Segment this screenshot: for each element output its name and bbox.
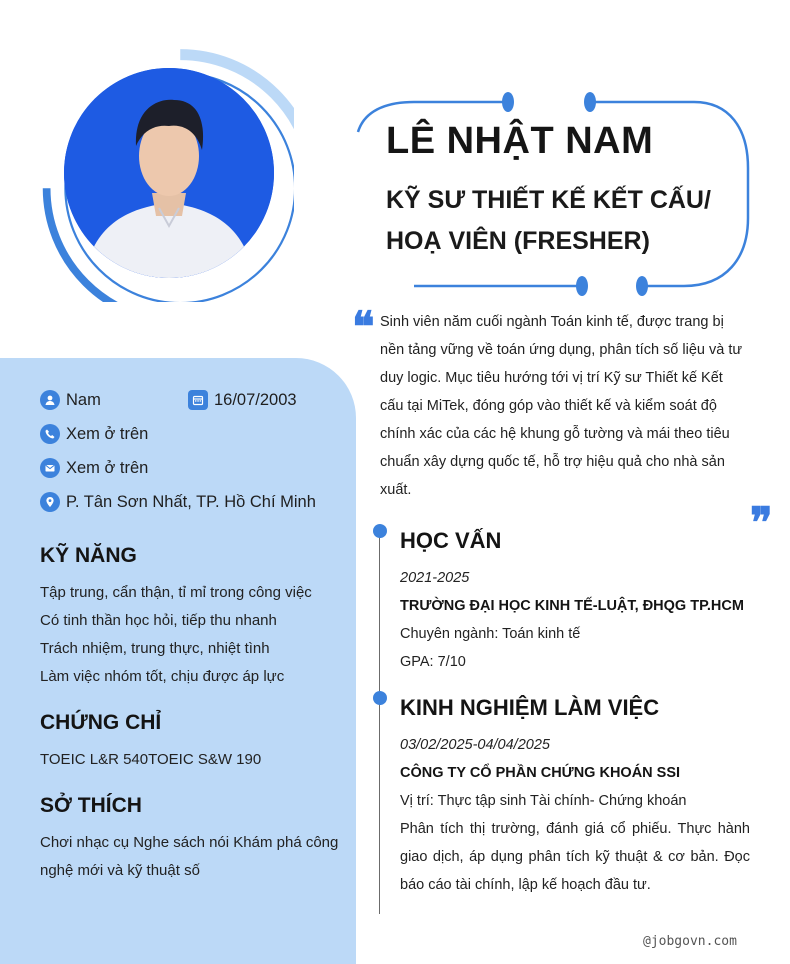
job-title — [386, 180, 711, 262]
job-title-line2: HOẠ VIÊN (FRESHER) — [386, 227, 650, 255]
company-name: CÔNG TY CỔ PHẦN CHỨNG KHOÁN SSI — [400, 765, 681, 781]
mail-icon — [40, 458, 60, 478]
hobbies-line: Chơi nhạc cụ Nghe sách nói Khám phá công — [40, 834, 339, 851]
education-gpa: GPA: 7/10 — [400, 654, 466, 670]
experience-period: 03/02/2025-04/04/2025 — [400, 737, 550, 753]
contact-gender — [40, 390, 101, 410]
gender-value: Nam — [66, 390, 101, 409]
skill-item: Trách nhiệm, trung thực, nhiệt tình — [40, 640, 270, 657]
address-value: P. Tân Sơn Nhất, TP. Hồ Chí Minh — [66, 492, 316, 511]
location-pin-icon — [40, 492, 60, 512]
hobbies-text — [40, 829, 338, 885]
contact-email — [40, 458, 148, 478]
job-title-line1: KỸ SƯ THIẾT KẾ KẾT CẤU/ — [386, 186, 711, 214]
skill-item: Tập trung, cẩn thận, tỉ mỉ trong công việc — [40, 584, 312, 601]
education-period: 2021-2025 — [400, 570, 470, 586]
watermark: @jobgovn.com — [643, 934, 737, 949]
experience-description: Phân tích thị trường, đánh giá cổ phiếu. Thực hành giao dịch, áp dụng phân tích kỹ thuật & cơ bản. Đọc báo cáo tài chính, lập kế hoạch đầu tư. — [400, 821, 750, 893]
experience-dot — [373, 691, 387, 705]
skill-item: Làm việc nhóm tốt, chịu được áp lực — [40, 668, 285, 685]
career-summary: Sinh viên năm cuối ngành Toán kinh tế, được trang bị nền tảng vững về toán ứng dụng, phân tích số liệu và tư duy logic. Mục tiêu hướng tới vị trí Kỹ sư Thiết kế Kết cấu tại MiTek, đóng góp vào thiết kế và kiểm soát độ chính xác của các hệ khung gỗ tường và mái theo tiêu chuẩn xây dựng quốc tế, hỗ trợ hiệu quả cho nhà sản xuất. — [380, 314, 743, 498]
skills-title: KỸ NĂNG — [40, 544, 137, 567]
education-major: Chuyên ngành: Toán kinh tế — [400, 626, 581, 642]
user-icon — [40, 390, 60, 410]
skill-item: Có tinh thần học hỏi, tiếp thu nhanh — [40, 612, 277, 629]
certificates-title: CHỨNG CHỈ — [40, 711, 162, 734]
avatar — [64, 68, 274, 278]
contact-birthday — [188, 390, 297, 410]
experience-title: KINH NGHIỆM LÀM VIỆC — [400, 695, 660, 720]
skills-list — [40, 579, 312, 691]
hobbies-line: nghệ mới và kỹ thuật số — [40, 862, 200, 879]
birthday-value: 16/07/2003 — [214, 390, 297, 409]
contact-address — [40, 492, 316, 512]
timeline-line — [379, 530, 380, 914]
hobbies-title: SỞ THÍCH — [40, 794, 142, 817]
open-quote-icon: ❞ — [352, 284, 375, 333]
phone-value: Xem ở trên — [66, 424, 149, 443]
experience-position: Vị trí: Thực tập sinh Tài chính- Chứng khoán — [400, 793, 687, 809]
school-name: TRƯỜNG ĐẠI HỌC KINH TẾ-LUẬT, ĐHQG TP.HCM — [400, 598, 744, 614]
candidate-name: LÊ NHẬT NAM — [386, 120, 654, 162]
email-value: Xem ở trên — [66, 458, 149, 477]
calendar-icon — [188, 390, 208, 410]
certificates-text: TOEIC L&R 540TOEIC S&W 190 — [40, 751, 262, 768]
person-photo — [64, 68, 274, 278]
close-quote-icon: ❞ — [750, 498, 773, 547]
education-title: HỌC VẤN — [400, 528, 502, 553]
education-dot — [373, 524, 387, 538]
contact-phone — [40, 424, 148, 444]
phone-icon — [40, 424, 60, 444]
